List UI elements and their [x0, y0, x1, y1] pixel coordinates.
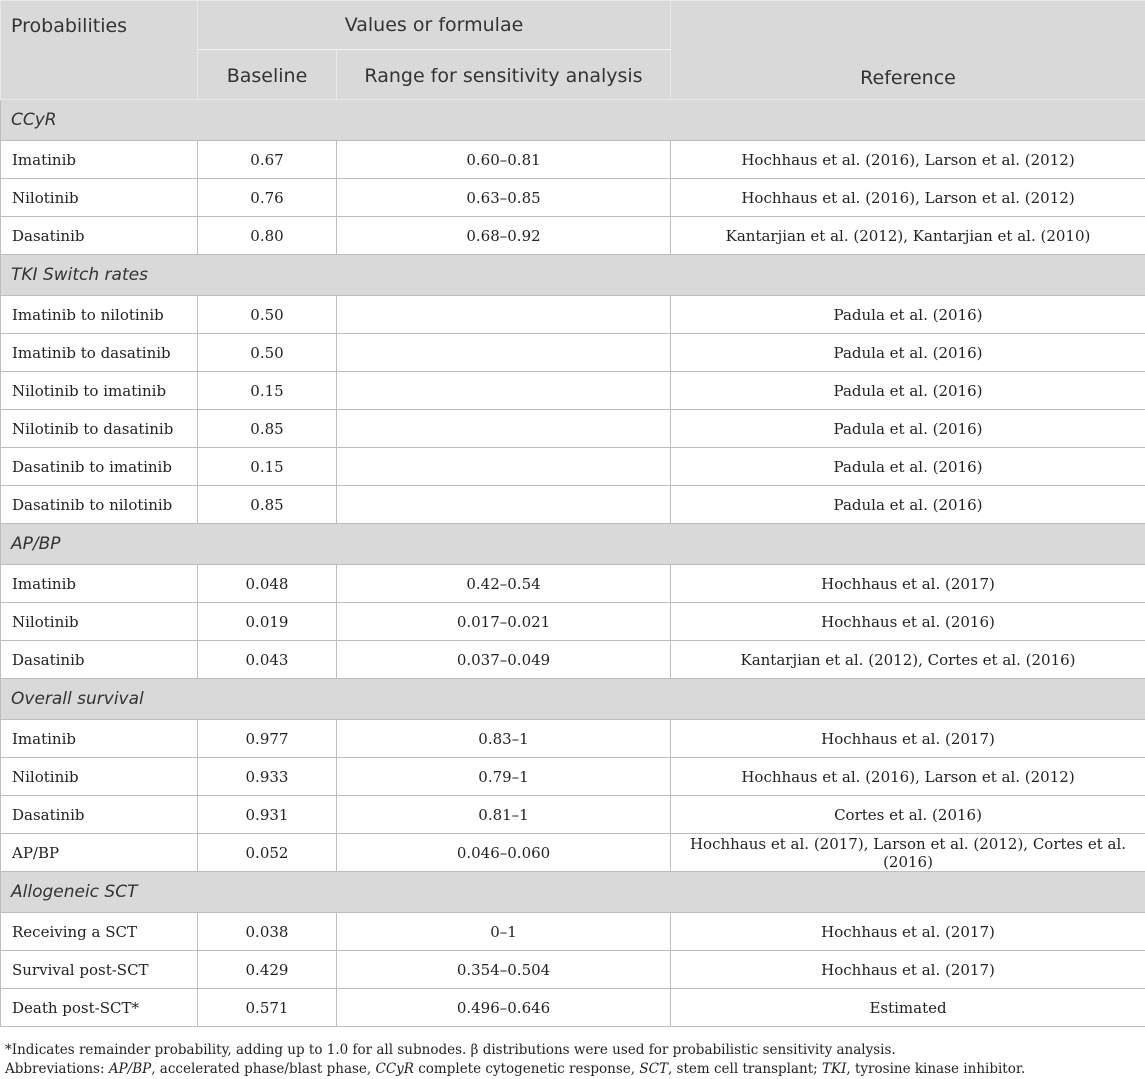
header-reference: Reference	[671, 1, 1145, 100]
table-row	[1, 141, 1145, 179]
reference-cell: Kantarjian et al. (2012), Cortes et al. (2016)	[671, 641, 1145, 679]
reference-cell: Hochhaus et al. (2016), Larson et al. (2012)	[671, 179, 1145, 217]
row-label: Imatinib	[1, 720, 198, 758]
reference-cell: Hochhaus et al. (2017)	[671, 951, 1145, 989]
reference-cell: Hochhaus et al. (2017), Larson et al. (2012), Cortes et al. (2016)	[671, 834, 1145, 872]
table-row	[1, 410, 1145, 448]
sensitivity-range: 0.354–0.504	[337, 951, 671, 989]
baseline-value: 0.048	[198, 565, 337, 603]
reference-cell: Hochhaus et al. (2017)	[671, 565, 1145, 603]
abbreviation-definition: , tyrosine kinase inhibitor.	[846, 1061, 1026, 1077]
row-label: Imatinib	[1, 141, 198, 179]
baseline-value: 0.15	[198, 372, 337, 410]
table-row	[1, 217, 1145, 255]
section-header-row	[1, 872, 1145, 913]
row-label: Nilotinib	[1, 179, 198, 217]
baseline-value: 0.931	[198, 796, 337, 834]
reference-cell: Hochhaus et al. (2016), Larson et al. (2012)	[671, 758, 1145, 796]
row-label: Dasatinib to nilotinib	[1, 486, 198, 524]
section-title: Overall survival	[1, 679, 1145, 720]
table-row	[1, 448, 1145, 486]
baseline-value: 0.052	[198, 834, 337, 872]
table-row	[1, 989, 1145, 1027]
baseline-value: 0.76	[198, 179, 337, 217]
sensitivity-range: 0.79–1	[337, 758, 671, 796]
row-label: AP/BP	[1, 834, 198, 872]
sensitivity-range: 0.037–0.049	[337, 641, 671, 679]
reference-cell: Hochhaus et al. (2016), Larson et al. (2012)	[671, 141, 1145, 179]
abbreviation-term: CCyR	[375, 1061, 414, 1077]
reference-cell: Hochhaus et al. (2016)	[671, 603, 1145, 641]
row-label: Survival post-SCT	[1, 951, 198, 989]
section-header-row	[1, 679, 1145, 720]
table-row	[1, 913, 1145, 951]
baseline-value: 0.80	[198, 217, 337, 255]
row-label: Imatinib	[1, 565, 198, 603]
reference-cell: Padula et al. (2016)	[671, 486, 1145, 524]
baseline-value: 0.67	[198, 141, 337, 179]
sensitivity-range	[337, 448, 671, 486]
sensitivity-range: 0.68–0.92	[337, 217, 671, 255]
table-row	[1, 296, 1145, 334]
baseline-value: 0.429	[198, 951, 337, 989]
section-title: TKI Switch rates	[1, 255, 1145, 296]
baseline-value: 0.019	[198, 603, 337, 641]
reference-cell: Hochhaus et al. (2017)	[671, 913, 1145, 951]
reference-cell: Hochhaus et al. (2017)	[671, 720, 1145, 758]
header-values-or-formulae: Values or formulae	[198, 1, 671, 50]
table-row	[1, 179, 1145, 217]
reference-cell: Padula et al. (2016)	[671, 410, 1145, 448]
abbreviations-prefix: Abbreviations:	[5, 1061, 109, 1077]
baseline-value: 0.50	[198, 296, 337, 334]
reference-cell: Padula et al. (2016)	[671, 448, 1145, 486]
baseline-value: 0.15	[198, 448, 337, 486]
footnote-remainder: *Indicates remainder probability, adding up to 1.0 for all subnodes. β distributions were used for probabilistic sensitivity analysis.	[5, 1042, 896, 1058]
row-label: Nilotinib to dasatinib	[1, 410, 198, 448]
table-row	[1, 720, 1145, 758]
sensitivity-range: 0.496–0.646	[337, 989, 671, 1027]
row-label: Dasatinib to imatinib	[1, 448, 198, 486]
sensitivity-range: 0.81–1	[337, 796, 671, 834]
row-label: Imatinib to nilotinib	[1, 296, 198, 334]
section-title: Allogeneic SCT	[1, 872, 1145, 913]
row-label: Dasatinib	[1, 796, 198, 834]
row-label: Death post-SCT*	[1, 989, 198, 1027]
row-label: Nilotinib	[1, 758, 198, 796]
baseline-value: 0.571	[198, 989, 337, 1027]
table-body	[1, 100, 1145, 1027]
row-label: Imatinib to dasatinib	[1, 334, 198, 372]
sensitivity-range: 0.42–0.54	[337, 565, 671, 603]
baseline-value: 0.50	[198, 334, 337, 372]
table-row	[1, 486, 1145, 524]
abbreviations-list	[109, 1061, 1025, 1077]
table-row	[1, 834, 1145, 872]
header-probabilities: Probabilities	[1, 1, 198, 100]
table-row	[1, 372, 1145, 410]
sensitivity-range	[337, 410, 671, 448]
sensitivity-range: 0.63–0.85	[337, 179, 671, 217]
sensitivity-range	[337, 372, 671, 410]
abbreviation-term: AP/BP	[108, 1061, 152, 1077]
row-label: Nilotinib	[1, 603, 198, 641]
reference-cell: Padula et al. (2016)	[671, 296, 1145, 334]
row-label: Dasatinib	[1, 641, 198, 679]
sensitivity-range: 0.83–1	[337, 720, 671, 758]
table-row	[1, 758, 1145, 796]
table-row	[1, 641, 1145, 679]
table-row	[1, 603, 1145, 641]
baseline-value: 0.85	[198, 486, 337, 524]
table-row	[1, 796, 1145, 834]
reference-cell: Kantarjian et al. (2012), Kantarjian et al. (2010)	[671, 217, 1145, 255]
reference-cell: Estimated	[671, 989, 1145, 1027]
row-label: Dasatinib	[1, 217, 198, 255]
table-row	[1, 951, 1145, 989]
reference-cell: Cortes et al. (2016)	[671, 796, 1145, 834]
sensitivity-range: 0.017–0.021	[337, 603, 671, 641]
footnote-abbreviations	[5, 1061, 1025, 1077]
reference-cell: Padula et al. (2016)	[671, 372, 1145, 410]
row-label: Nilotinib to imatinib	[1, 372, 198, 410]
baseline-value: 0.933	[198, 758, 337, 796]
sensitivity-range: 0–1	[337, 913, 671, 951]
reference-cell: Padula et al. (2016)	[671, 334, 1145, 372]
section-title: AP/BP	[1, 524, 1145, 565]
baseline-value: 0.043	[198, 641, 337, 679]
section-header-row	[1, 100, 1145, 141]
baseline-value: 0.85	[198, 410, 337, 448]
table-row	[1, 565, 1145, 603]
sensitivity-range: 0.60–0.81	[337, 141, 671, 179]
section-header-row	[1, 524, 1145, 565]
baseline-value: 0.038	[198, 913, 337, 951]
row-label: Receiving a SCT	[1, 913, 198, 951]
abbreviation-definition: complete cytogenetic response,	[413, 1061, 640, 1077]
header-baseline: Baseline	[198, 50, 337, 100]
header-range: Range for sensitivity analysis	[337, 50, 671, 100]
abbreviation-term: SCT	[639, 1061, 668, 1077]
abbreviation-definition: , stem cell transplant;	[667, 1061, 822, 1077]
section-title: CCyR	[1, 100, 1145, 141]
abbreviation-definition: , accelerated phase/blast phase,	[151, 1061, 376, 1077]
sensitivity-range	[337, 296, 671, 334]
abbreviation-term: TKI	[821, 1061, 847, 1077]
sensitivity-range	[337, 486, 671, 524]
baseline-value: 0.977	[198, 720, 337, 758]
sensitivity-range	[337, 334, 671, 372]
table-header	[1, 1, 1145, 100]
section-header-row	[1, 255, 1145, 296]
table-row	[1, 334, 1145, 372]
sensitivity-range: 0.046–0.060	[337, 834, 671, 872]
